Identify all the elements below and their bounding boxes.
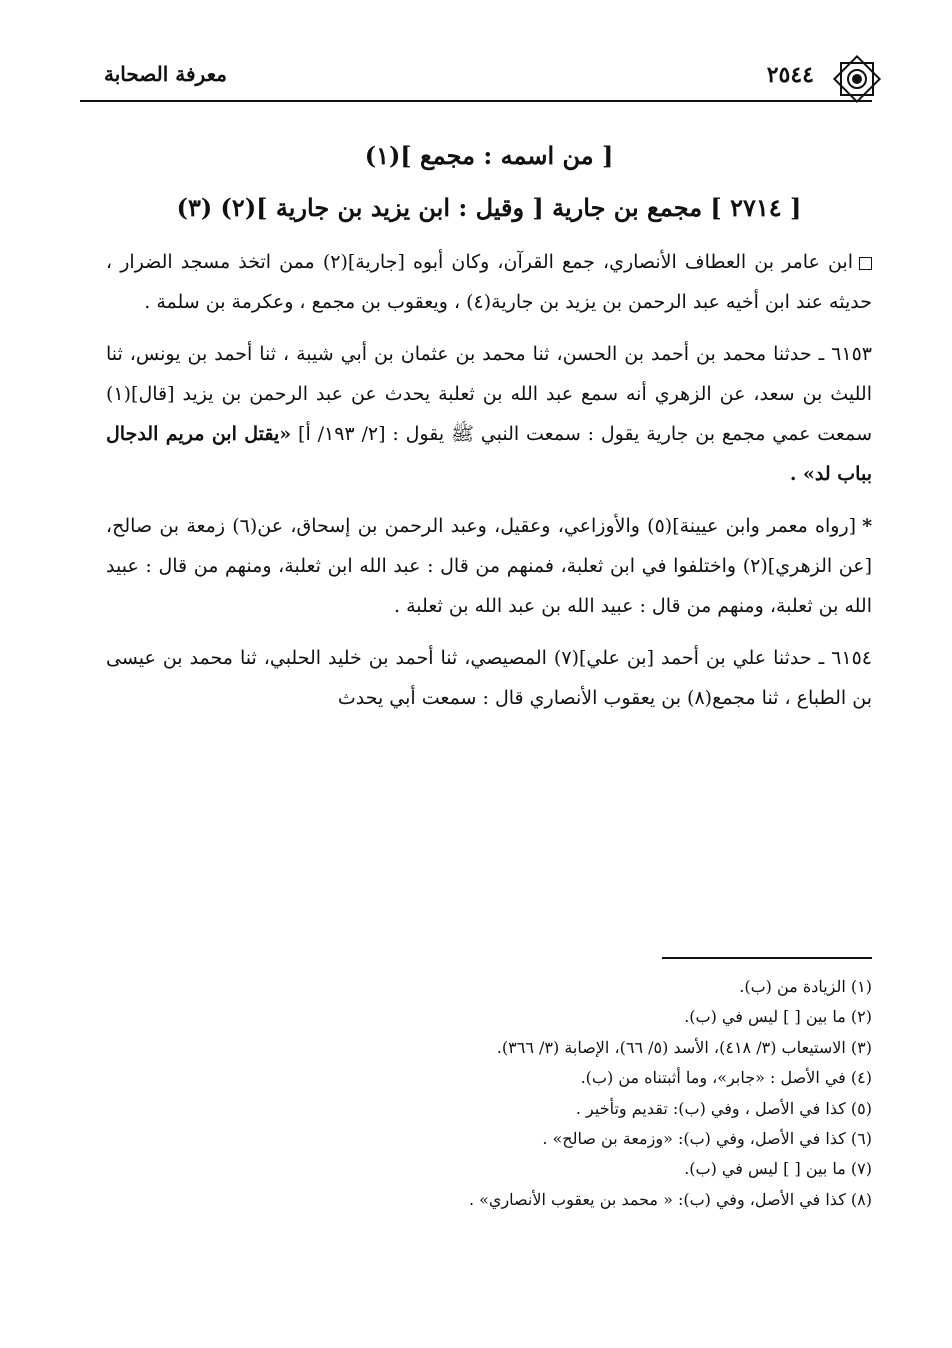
- footnote-3: (٣) الاستيعاب (٣/ ٤١٨)، الأسد (٥/ ٦٦)، الإصابة (٣/ ٣٦٦).: [496, 1037, 872, 1057]
- hadith-6153: [106, 334, 872, 494]
- riwaya-text: [رواه معمر وابن عيينة](٥) والأوزاعي، وعقيل، وعبد الرحمن بن إسحاق، عن(٦) زمعة بن صالح، [عن الزهري](٢) واختلفوا في ابن ثعلبة، فمنهم من قال : عبد الله ابن ثعلبة، ومنهم من قال : عبيد الله بن ثعلبة، ومنهم من قال : عبيد الله بن عبد الله بن ثعلبة .: [106, 515, 872, 617]
- hadith-6153-matn: «يقتل ابن مريم الدجال بباب لد» .: [106, 423, 872, 485]
- main-text: [106, 136, 872, 730]
- footnote-8: (٨) كذا في الأصل، وفي (ب): « محمد بن يعقوب الأنصاري» .: [468, 1189, 872, 1209]
- footnote-1: (١) الزيادة من (ب).: [739, 977, 872, 996]
- footnote-separator: [662, 957, 872, 959]
- hadith-6154-text: ٦١٥٤ ـ حدثنا علي بن أحمد [بن علي](٧) المصيصي، ثنا أحمد بن خليد الحلبي، ثنا محمد بن عيسى بن الطباع ، ثنا مجمع(٨) بن يعقوب الأنصاري قال : سمعت أبي يحدث: [106, 647, 872, 709]
- footnote-4: (٤) في الأصل : «جابر»، وما أثبتناه من (ب).: [580, 1068, 872, 1088]
- section-heading: [ من اسمه : مجمع ](١): [364, 141, 614, 170]
- square-bullet-icon: [859, 257, 872, 270]
- footnote-7: (٧) ما بين [ ] ليس في (ب).: [684, 1159, 872, 1179]
- footnote-5: (٥) كذا في الأصل ، وفي (ب): تقديم وتأخير .: [575, 1098, 872, 1118]
- running-title: معرفة الصحابة: [104, 62, 227, 86]
- footnote-2: (٢) ما بين [ ] ليس في (ب).: [684, 1007, 872, 1027]
- biography-paragraph: [106, 242, 872, 322]
- riwaya-paragraph: [106, 506, 872, 626]
- asterisk-icon: *: [862, 515, 872, 537]
- page-number: ٢٥٤٤: [766, 62, 814, 88]
- footnotes: [80, 972, 872, 1215]
- header-rule: [80, 100, 872, 102]
- entry-heading: [ ٢٧١٤ ] مجمع بن جارية [ وقيل : ابن يزيد بن جارية ](٢) (٣): [176, 193, 802, 222]
- biography-text: ابن عامر بن العطاف الأنصاري، جمع القرآن، وكان أبوه [جارية](٢) ممن اتخذ مسجد الضرار ، حديثه عند ابن أخيه عبد الرحمن بن يزيد بن جارية(٤) ، ويعقوب بن مجمع ، وعكرمة بن سلمة .: [106, 251, 872, 313]
- hadith-6153-text: ٦١٥٣ ـ حدثنا محمد بن أحمد بن الحسن، ثنا محمد بن عثمان بن أبي شيبة ، ثنا أحمد بن يونس، ثنا الليث بن سعد، عن الزهري أنه سمع عبد الله بن ثعلبة يحدث عن عبد الرحمن بن يزيد [قال](١) سمعت عمي مجمع بن جارية يقول : سمعت النبي ﷺ يقول : [٢/ ١٩٣/ أ]: [106, 343, 872, 445]
- hadith-6154: [106, 638, 872, 718]
- page-header: [80, 56, 872, 104]
- footnote-6: (٦) كذا في الأصل، وفي (ب): «وزمعة بن صالح» .: [542, 1129, 872, 1149]
